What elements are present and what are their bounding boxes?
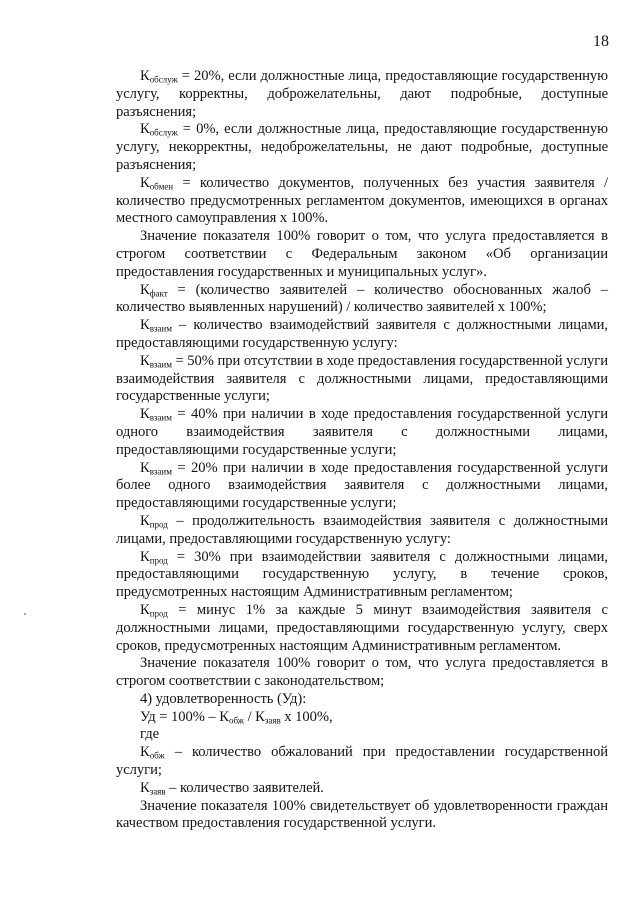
paragraph-text: = 0%, если должностные лица, предоставляющие государственную услугу, некорректны, недоброжелательны, не дают подробные, доступные разъяснения; — [116, 121, 608, 173]
paragraph — [116, 282, 608, 318]
document-body — [116, 68, 608, 833]
paragraph — [116, 602, 608, 655]
coefficient-subscript: взаим — [149, 323, 172, 334]
paragraph — [116, 798, 608, 834]
paragraph-text: = 20%, если должностные лица, предоставляющие государственную услугу, корректны, доброжелательны, дают подробные, доступные разъяснения; — [116, 68, 608, 120]
coefficient-subscript: обмен — [149, 181, 174, 192]
paragraph-text: = 30% при взаимодействии заявителя с должностными лицами, предоставляющими государственную услугу, в течение сроков, предусмотренных настоящим Административным регламентом; — [116, 548, 608, 601]
coefficient-symbol: К — [140, 352, 150, 369]
coefficient-subscript: обж — [149, 750, 165, 761]
coefficient-symbol: К — [140, 601, 150, 618]
paragraph-text: – количество взаимодействий заявителя с должностными лицами, предоставляющими государственную услугу: — [116, 317, 608, 351]
coefficient-subscript: обслуж — [149, 74, 178, 85]
where-line: где — [140, 726, 160, 743]
paragraph-text: = (количество заявителей – количество обоснованных жалоб – количество выявленных нарушений) / количество заявителей х 100%; — [116, 281, 608, 316]
coefficient-subscript: прод — [149, 608, 168, 619]
paragraph-text: Значение показателя 100% свидетельствует об удовлетворенности граждан качеством предоставления государственной услуги. — [116, 797, 608, 832]
coefficient-subscript: взаим — [149, 466, 172, 477]
paragraph-text: = минус 1% за каждые 5 минут взаимодействия заявителя с должностными лицами, предоставляющими государственную услугу, сверх сроков, предусмотренных настоящим Административным регламентом. — [116, 601, 608, 654]
coefficient-symbol: К — [140, 317, 150, 334]
coefficient-symbol: К — [140, 121, 150, 138]
paragraph — [116, 460, 608, 513]
paragraph — [116, 549, 608, 602]
paragraph-group-1 — [116, 68, 608, 709]
coefficient-symbol: К — [140, 281, 150, 298]
paragraph-text: – продолжительность взаимодействия заявителя с должностными лицами, предоставляющими государственную услугу: — [116, 512, 608, 547]
coefficient-subscript: взаим — [149, 359, 172, 370]
paragraph-group-2 — [116, 744, 608, 833]
coefficient-symbol: К — [140, 406, 150, 423]
coefficient-symbol: К — [140, 174, 150, 191]
paragraph-text: Значение показателя 100% говорит о том, что услуга предоставляется в строгом соответствии с Федеральным законом «Об организации предоставления государственных и муниципальных услуг». — [116, 228, 608, 280]
paragraph-text: – количество обжалований при предоставлении государственной услуги; — [116, 744, 608, 779]
scan-speck — [24, 613, 26, 615]
paragraph — [116, 513, 608, 549]
paragraph-text: 4) удовлетворенность (Уд): — [140, 690, 307, 707]
paragraph-text: = 40% при наличии в ходе предоставления государственной услуги одного взаимодействия заявителя с должностными лицами, предоставляющими государственные услуги; — [116, 406, 608, 458]
paragraph-text: Значение показателя 100% говорит о том, что услуга предоставляется в строгом соответствии с законодательством; — [116, 655, 608, 690]
paragraph — [116, 317, 608, 353]
coefficient-symbol: К — [140, 744, 150, 761]
coefficient-subscript: факт — [149, 288, 168, 299]
paragraph — [116, 691, 608, 709]
paragraph — [116, 228, 608, 281]
coefficient-subscript: заяв — [149, 786, 166, 797]
page-number: 18 — [593, 33, 609, 50]
paragraph-text: = 20% при наличии в ходе предоставления государственной услуги более одного взаимодействия заявителя с должностными лицами, предоставляющими государственные услуги; — [116, 459, 608, 512]
paragraph — [116, 175, 608, 228]
paragraph — [116, 780, 608, 798]
coefficient-symbol: К — [140, 512, 150, 529]
coefficient-symbol: К — [140, 548, 150, 565]
coefficient-subscript: обслуж — [149, 128, 178, 139]
coefficient-subscript: взаим — [149, 412, 172, 423]
coefficient-symbol: К — [140, 459, 150, 476]
paragraph — [116, 655, 608, 691]
coefficient-subscript: прод — [149, 555, 168, 566]
paragraph-text: – количество заявителей. — [165, 779, 324, 796]
paragraph — [116, 744, 608, 780]
paragraph-text: = 50% при отсутствии в ходе предоставления государственной услуги взаимодействия заявителя с должностными лицами, предоставляющими государственные услуги; — [116, 352, 608, 405]
paragraph — [116, 353, 608, 406]
coefficient-subscript: прод — [149, 519, 168, 530]
coefficient-symbol: К — [140, 68, 150, 84]
formula-line: Уд = $100\% - К_{обж} / К_{заяв}$ х 100%, — [140, 708, 333, 726]
coefficient-symbol: К — [140, 779, 150, 796]
paragraph-text: = количество документов, полученных без участия заявителя / количество предусмотренных регламентом документов, имеющихся в органах местного самоуправления х 100%. — [116, 174, 608, 227]
paragraph — [116, 68, 608, 121]
paragraph — [116, 121, 608, 174]
paragraph — [116, 406, 608, 459]
